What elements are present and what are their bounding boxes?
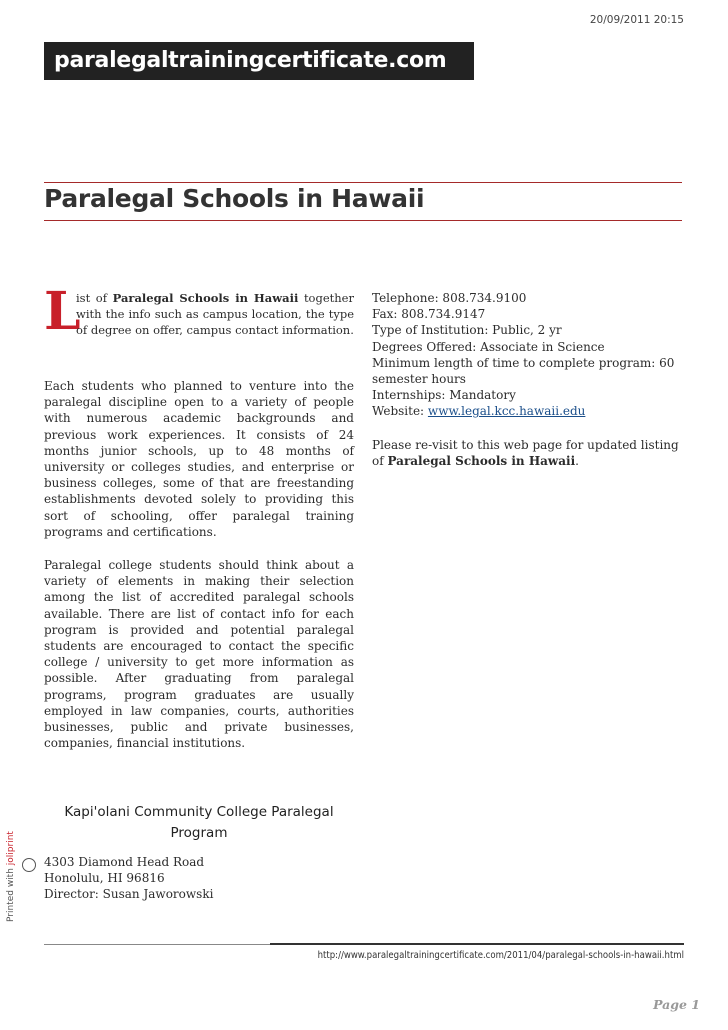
contact-block — [44, 854, 213, 903]
body-paragraph-1: Each students who planned to venture into the paralegal discipline open to a variety of people with numerous academic backgrounds and previous work experiences. It consists of 24 months junior schools, up to 48 months of university or colleges studies, and enterprise or business colleges, some of that are freestanding establishments devoted solely to providing this sort of schooling, offer paralegal training programs and certifications. — [44, 379, 354, 539]
address-line-2: Honolulu, HI 96816 — [44, 871, 165, 886]
body-paragraph-2: Paralegal college students should think about a variety of elements in making their selection among the list of accredited paralegal schools available. There are list of contact info for each program is provided and potential paralegal students are encouraged to contact the specific college / university to get more information as possible. After graduating from paralegal programs, program graduates are usually employed in law companies, courts, authorities businesses, public and private businesses, companies, financial institutions. — [44, 558, 354, 751]
min-length-line-2: semester hours — [372, 372, 466, 387]
print-timestamp: 20/09/2011 20:15 — [589, 14, 684, 26]
closing-bold-title: Paralegal Schools in Hawaii — [387, 453, 576, 468]
director: Director: Susan Jaworowski — [44, 887, 214, 902]
footer-rule-accent — [270, 943, 684, 945]
joliprint-logo-icon — [22, 858, 36, 872]
intro-text-end: together with the info such as campus location, the type of degree on offer, campus contact information. — [76, 291, 354, 337]
listing-title: Kapi'olani Community College Paralegal Program — [64, 804, 334, 841]
website-label: Website: — [372, 404, 428, 419]
printed-with-text: Printed with — [6, 865, 16, 922]
closing-text: Please re-visit to this web page for updated listing of — [372, 437, 679, 468]
website-line — [372, 403, 684, 419]
address-line-1: 4303 Diamond Head Road — [44, 855, 205, 869]
title-bottom-rule — [44, 220, 682, 221]
left-column — [44, 281, 354, 768]
site-banner: paralegaltrainingcertificate.com — [44, 42, 474, 80]
degrees-offered: Degrees Offered: Associate in Science — [372, 339, 605, 354]
drop-cap: L — [44, 281, 81, 342]
page-title: Paralegal Schools in Hawaii — [44, 184, 425, 213]
intro-text-start: ist of — [76, 291, 113, 305]
website-link[interactable]: www.legal.kcc.hawaii.edu — [427, 404, 586, 419]
min-length-line-1: Minimum length of time to complete program: 60 — [372, 355, 675, 370]
fax: Fax: 808.734.9147 — [372, 307, 486, 322]
internships: Internships: Mandatory — [372, 388, 516, 403]
institution-type: Type of Institution: Public, 2 yr — [372, 323, 562, 338]
joliprint-brand: joliprint — [6, 831, 16, 866]
page-url: http://www.paralegaltrainingcertificate.com/2011/04/paralegal-schools-in-hawaii.html — [317, 950, 684, 961]
printed-with-label — [6, 831, 16, 922]
intro-bold-title: Paralegal Schools in Hawaii — [112, 291, 299, 305]
closing-note — [372, 437, 684, 469]
right-column — [372, 290, 684, 469]
intro-paragraph — [44, 281, 354, 342]
telephone: Telephone: 808.734.9100 — [372, 291, 527, 305]
closing-period: . — [575, 453, 579, 468]
title-top-rule — [44, 182, 682, 183]
page-number: Page 1 — [653, 997, 700, 1012]
